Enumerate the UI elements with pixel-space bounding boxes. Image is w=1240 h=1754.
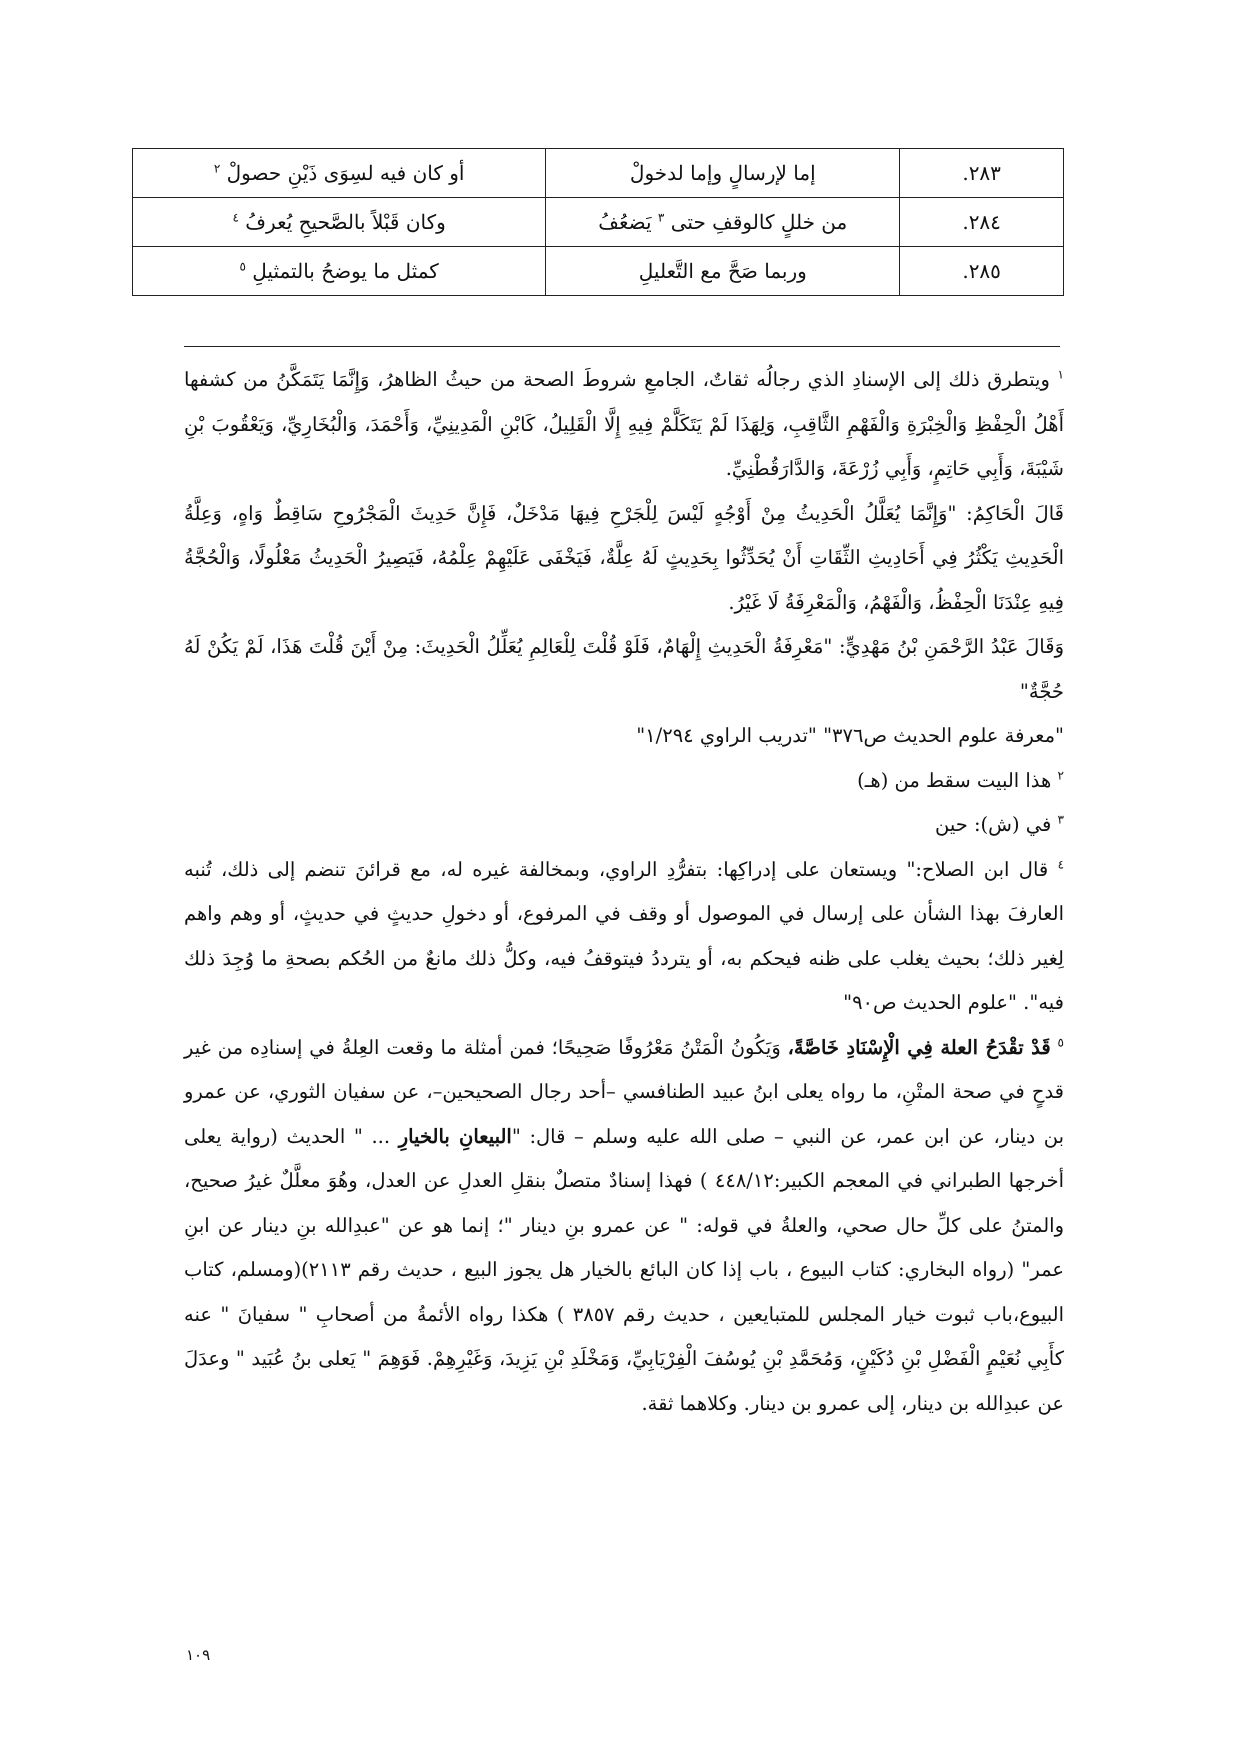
verse-row [133, 198, 1064, 247]
footnote-1-para-1 [184, 358, 1064, 492]
verse-second-hemistich [133, 247, 546, 296]
footnote-text: في (ش): حين [935, 813, 1052, 836]
verse-first-tail: يَضعُفُ [598, 210, 652, 234]
footnote-ref: ٤ [232, 210, 239, 225]
verse-number: ٢٨٥. [900, 247, 1064, 296]
footnote-5-hadith: البيعانِ بالخيارِ [398, 1124, 512, 1148]
footnote-text: هذا البيت سقط من (هـ) [857, 768, 1052, 792]
verse-second-text: أو كان فيه لسِوَى ذَيْنِ حصولْ [226, 161, 465, 185]
verse-number: ٢٨٤. [900, 198, 1064, 247]
verse-second-hemistich [133, 149, 546, 198]
verse-first-hemistich [546, 247, 900, 296]
verse-second-hemistich [133, 198, 546, 247]
verse-first-hemistich [546, 198, 900, 247]
footnote-3 [184, 803, 1064, 848]
footnote-text: قال ابن الصلاح:" ويستعان على إدراكِها: بتفرُّدِ الراوي، وبمخالفة غيره له، مع قرائنَ تنضم إلى ذلك، تُنبه العارفَ بهذا الشأن على إرسال في الموصول أو وقف في المرفوع، أو دخولِ حديثٍ في حديثٍ، أو وهم واهم لِغير ذلك؛ بحيث يغلب على ظنه فيحكم به، أو يترددُ فيتوقفُ فيه، وكلُّ ذلك مانعٌ من الحُكم بصحةِ ما وُجِدَ ذلك فيه". "علوم الحديث ص٩٠" [184, 857, 1064, 1014]
footnote-5-part1: وَيَكُونُ الْمَتْنُ مَعْرُوفًا صَحِيحًا؛ فمن أمثلة ما وقعت العِلةُ في إسنادِه من غير قدحٍ في صحة المتْنِ، ما رواه يعلى ابنُ عبيد الطنافسي –أحد رجال الصحيحين–، عن سفيان الثوري، عن عمرو بن دينار، عن ابن عمر، عن النبي – صلى الله عليه وسلم – قال: " [184, 1035, 1065, 1148]
footnote-4 [184, 848, 1064, 1026]
footnote-ref: ٢ [213, 161, 221, 176]
verse-row [133, 149, 1064, 198]
footnote-marker: ١ [1057, 367, 1064, 382]
verse-second-text: كمثل ما يوضحُ بالتمثيلِ [252, 259, 439, 283]
footnote-marker: ٢ [1057, 768, 1064, 782]
footnote-separator [184, 346, 1060, 347]
verse-row [133, 247, 1064, 296]
footnote-1-para-2: قَالَ الْحَاكِمُ: "وَإِنَّمَا يُعَلَّلُ الْحَدِيثُ مِنْ أَوْجُهٍ لَيْسَ لِلْجَرْحِ فِيهَا مَدْخَلٌ، فَإِنَّ حَدِيثَ الْمَجْرُوحِ سَاقِطٌ وَاهٍ، وَعِلَّةُ الْحَدِيثِ يَكْثُرُ فِي أَحَادِيثِ الثِّقَاتِ أَنْ يُحَدِّثُوا بِحَدِيثٍ لَهُ عِلَّةٌ، فَيَخْفَى عَلَيْهِمْ عِلْمُهُ، فَيَصِيرُ الْحَدِيثُ مَعْلُولًا، وَالْحُجَّةُ فِيهِ عِنْدَنَا الْحِفْظُ، وَالْفَهْمُ، وَالْمَعْرِفَةُ لَا غَيْرُ. [184, 501, 1064, 614]
footnote-5-lead: قَدْ تقْدَحُ العلة فِي الْإِسْنَادِ خَاصَّةً، [787, 1035, 1051, 1059]
footnote-1-source: "معرفة علوم الحديث ص٣٧٦" "تدريب الراوي ١/٢٩٤" [636, 724, 1064, 747]
footnote-5 [184, 1026, 1064, 1427]
footnote-marker: ٥ [1057, 1035, 1064, 1049]
footnote-ref: ٥ [239, 259, 246, 274]
verse-first-text: من خللٍ كالوقفِ حتى [670, 210, 848, 234]
footnote-5-part2: ... " الحديث (رواية يعلى أخرجها الطبراني في المعجم الكبير:٤٤٨/١٢ ) فهذا إسنادٌ متصلٌ بنقلِ العدلِ عن العدل، وهُوَ معلَّلٌ غيرُ صحيح، والمتنُ على كلِّ حال صحي، والعلةُ في قوله: " عن عمرو بنِ دينار "؛ إنما هو عن "عبدِالله بنِ دينار عن ابنِ عمر" (رواه البخاري: كتاب البيوع ، باب إذا كان البائع بالخيار هل يجوز البيع ، حديث رقم ٢١١٣)(ومسلم، كتاب البيوع،باب ثبوت خيار المجلس للمتبايعين ، حديث رقم ٣٨٥٧ ) هكذا رواه الأئمةُ من أصحابِ " سفيانَ " عنه كأَبِي نُعَيْمٍ الْفَضْلِ بْنِ دُكَيْنٍ، وَمُحَمَّدِ بْنِ يُوسُفَ الْفِرْيَابِيِّ، وَمَخْلَدِ بْنِ يَزِيدَ، وَغَيْرِهِمْ. فَوَهِمَ " يَعلى بنُ عُبَيد " وعدَلَ عن عبدِالله بن دينار، إلى عمرو بن دينار. وكلاهما ثقة. [184, 1124, 1064, 1415]
verse-first-text: إما لإرسالٍ وإما لدخولْ [629, 161, 816, 185]
footnote-marker: ٤ [1057, 857, 1065, 871]
verse-table [132, 148, 1064, 296]
verse-first-text: وربما صَحَّ مع التَّعليلِ [638, 259, 807, 283]
verse-number: ٢٨٣. [900, 149, 1064, 198]
footnote-2 [184, 759, 1064, 804]
verse-first-hemistich [546, 149, 900, 198]
footnote-marker: ٣ [1057, 812, 1064, 827]
page-number: ١٠٩ [186, 1646, 211, 1664]
verse-second-text: وكان قَبْلاً بالصَّحيحِ يُعرفُ [245, 210, 446, 234]
footnote-text: ويتطرق ذلك إلى الإسنادِ الذي رجالُه ثقاتٌ، الجامعِ شروطَ الصحة من حيثُ الظاهرُ، وَإِنَّمَا يَتَمَكَّنُ من كشفها أَهْلُ الْحِفْظِ وَالْخِبْرَةِ وَالْفَهْمِ الثَّاقِبِ، وَلِهَذَا لَمْ يَتَكَلَّمْ فِيهِ إِلَّا الْقَلِيلُ، كَابْنِ الْمَدِينِيِّ، وَأَحْمَدَ، وَالْبُخَارِيِّ، وَيَعْقُوبَ بْنِ شَيْبَةَ، وَأَبِي حَاتِمٍ، وَأَبِي زُرْعَةَ، وَالدَّارَقُطْنِيِّ. [184, 368, 1064, 480]
footnote-ref: ٣ [657, 210, 665, 225]
footnotes [184, 358, 1064, 1426]
footnote-1-para-3: وَقَالَ عَبْدُ الرَّحْمَنِ بْنُ مَهْدِيٍّ: "مَعْرِفَةُ الْحَدِيثِ إِلْهَامٌ، فَلَوْ قُلْتَ لِلْعَالِمِ يُعَلِّلُ الْحَدِيثَ: مِنْ أَيْنَ قُلْتَ هَذَا، لَمْ يَكُنْ لَهُ حُجَّةٌ" [184, 635, 1064, 703]
